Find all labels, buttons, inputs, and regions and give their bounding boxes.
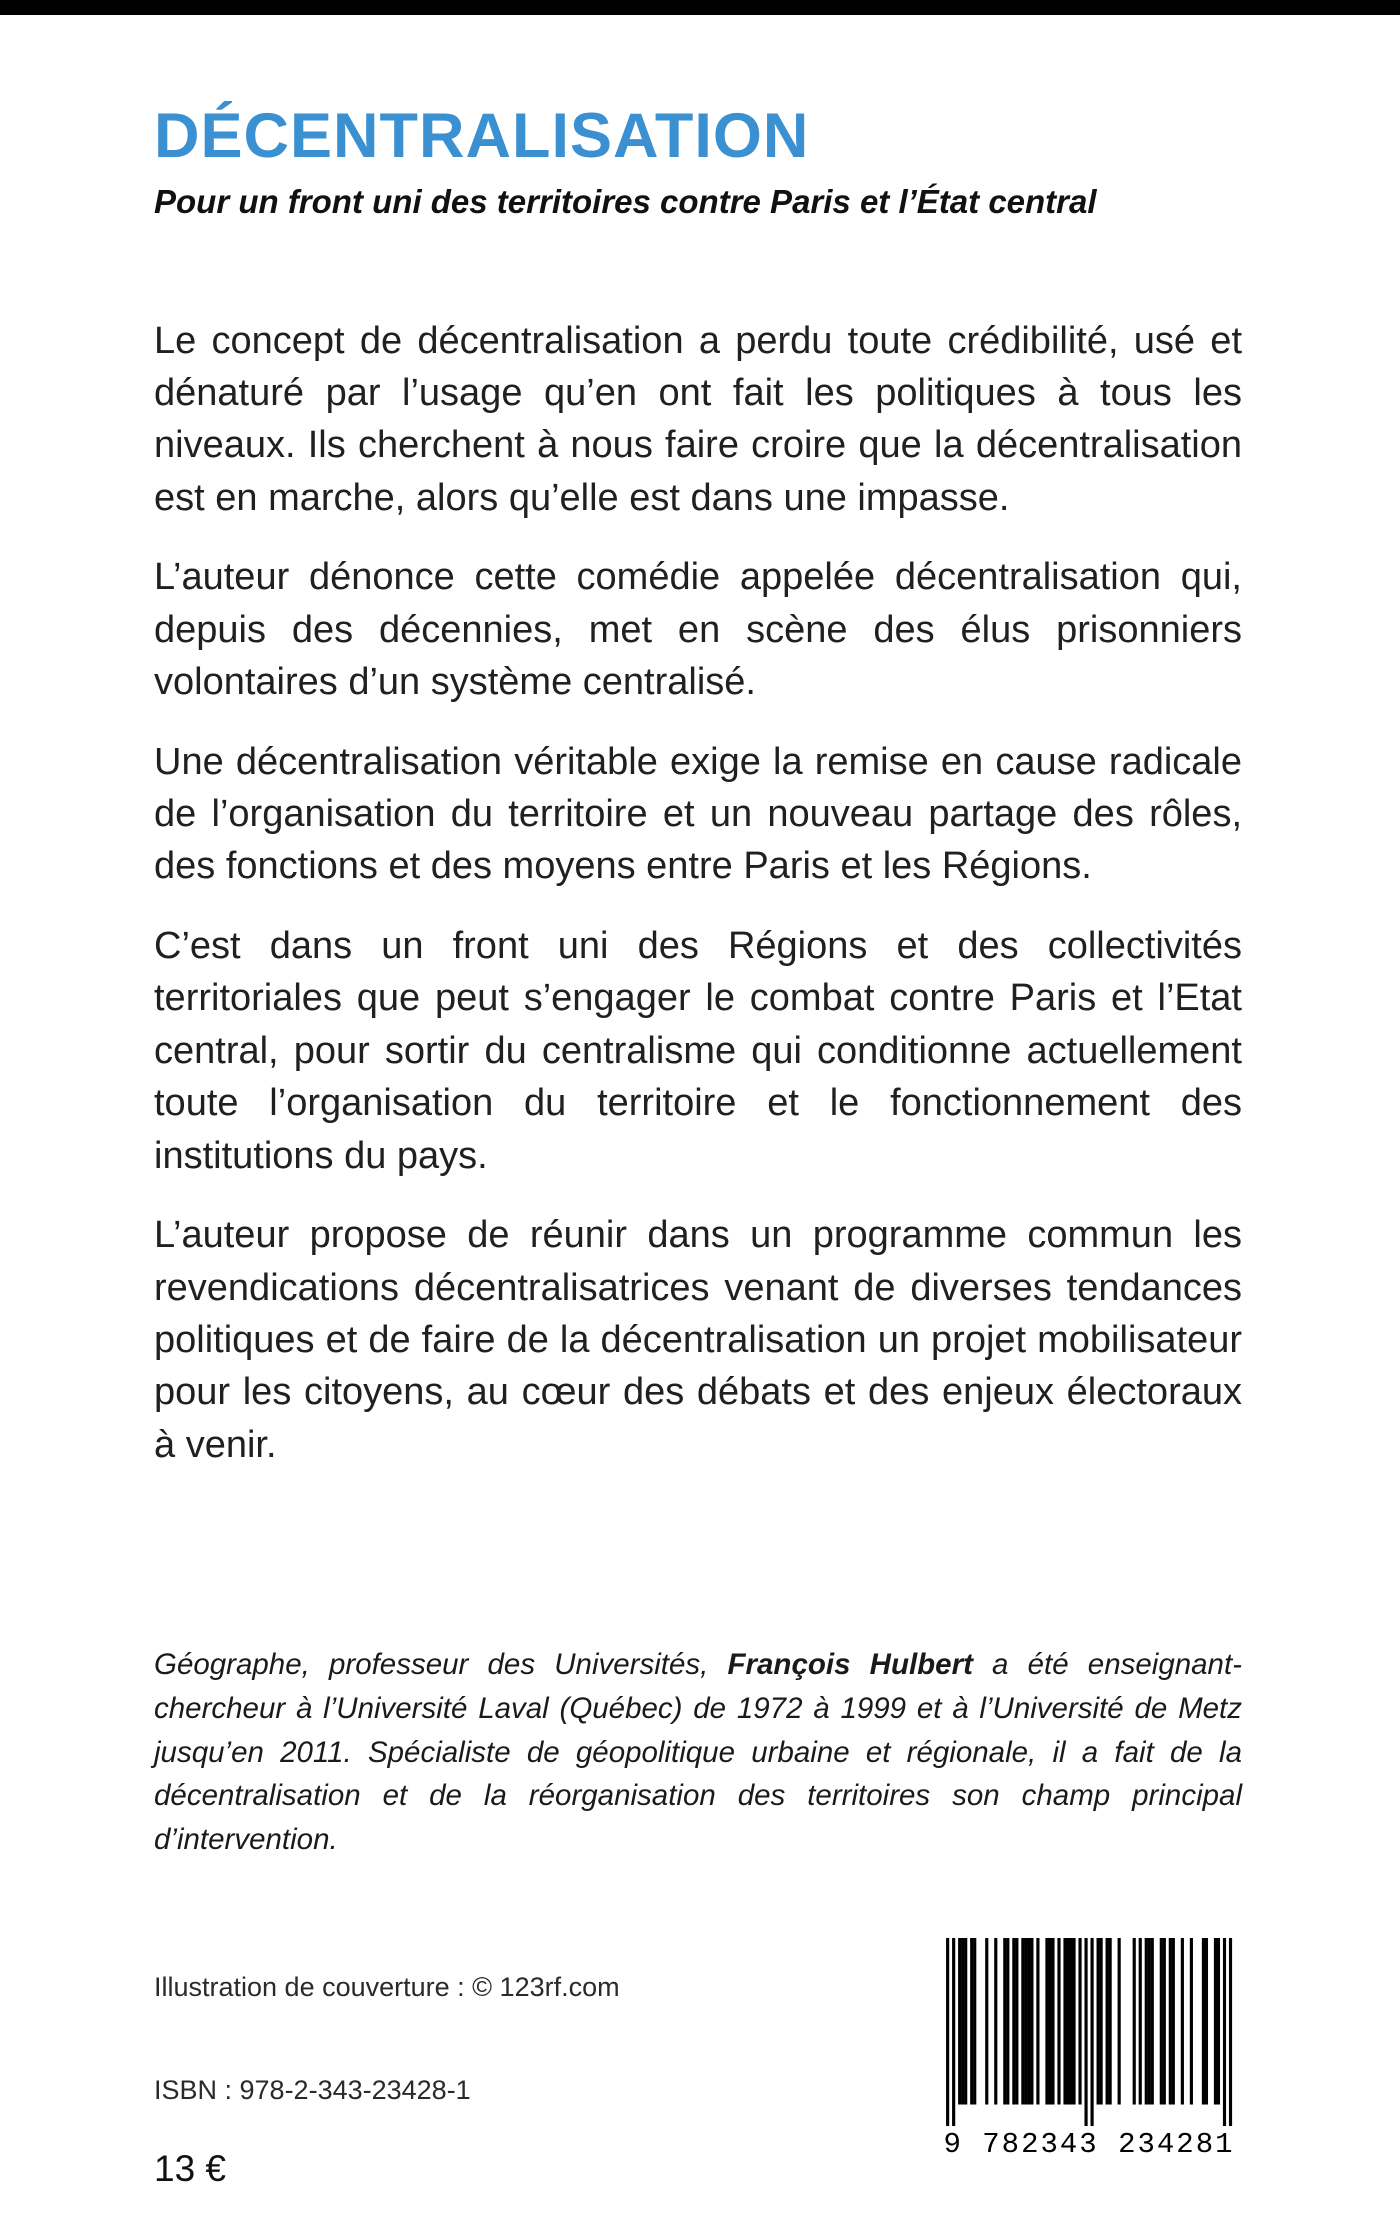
blurb-paragraph: Une décentralisation véritable exige la remise en cause radicale de l’organisation du territoire et un nouveau partage des rôles, des fonctions et des moyens entre Paris et les Régions.: [154, 740, 1242, 888]
barcode: [928, 1938, 1250, 2161]
isbn: ISBN : 978-2-343-23428-1: [154, 2075, 471, 2105]
barcode-digits: 9 782343 234281: [943, 2128, 1235, 2161]
blurb-paragraph: L’auteur dénonce cette comédie appelée décentralisation qui, depuis des décennies, met en scène des élus prisonniers volontaires d’un système centralisé.: [154, 556, 1242, 704]
footer: [154, 1938, 1250, 2190]
author-name: François Hulbert: [727, 1648, 973, 1682]
book-subtitle: Pour un front uni des territoires contre Paris et l’État central: [154, 183, 1097, 221]
bio-suffix: a été enseignant-chercheur à l’Université Laval (Québec) de 1972 à 1999 et à l’Université de Metz jusqu’en 2011. Spécialiste de géopolitique urbaine et régionale, il a fait de la décentralisation et de la réorganisation des territoires son champ principal d’intervention.: [154, 1648, 1242, 1856]
blurb-paragraph: L’auteur propose de réunir dans un programme commun les revendications décentralisatrices venant de diverses tendances politiques et de faire de la décentralisation un projet mobilisateur pour les citoyens, au cœur des débats et des enjeux électoraux à venir.: [154, 1214, 1242, 1466]
price: 13 €: [154, 2148, 227, 2189]
book-title: DÉCENTRALISATION: [154, 101, 810, 171]
illustration-credit: Illustration de couverture : © 123rf.com: [154, 1972, 620, 2002]
bio-prefix: Géographe, professeur des Universités,: [154, 1648, 728, 1682]
author-bio: [154, 1643, 1242, 1861]
blurb: [154, 315, 1242, 1472]
blurb-paragraph: C’est dans un front uni des Régions et des collectivités territoriales que peut s’engager le combat contre Paris et l’Etat central, pour sortir du centralisme qui conditionne actuellement toute l’organisation du territoire et le fonctionnement des institutions du pays.: [154, 924, 1242, 1177]
barcode-bars: [928, 1938, 1250, 2126]
blurb-paragraph: Le concept de décentralisation a perdu toute crédibilité, usé et dénaturé par l’usage qu’en ont fait les politiques à tous les niveaux. Ils cherchent à nous faire croire que la décentralisation est en marche, alors qu’elle est dans une impasse.: [154, 319, 1242, 519]
footer-info: [154, 1938, 620, 2190]
cover-content: [154, 102, 1242, 1891]
top-black-bar: [0, 0, 1400, 15]
